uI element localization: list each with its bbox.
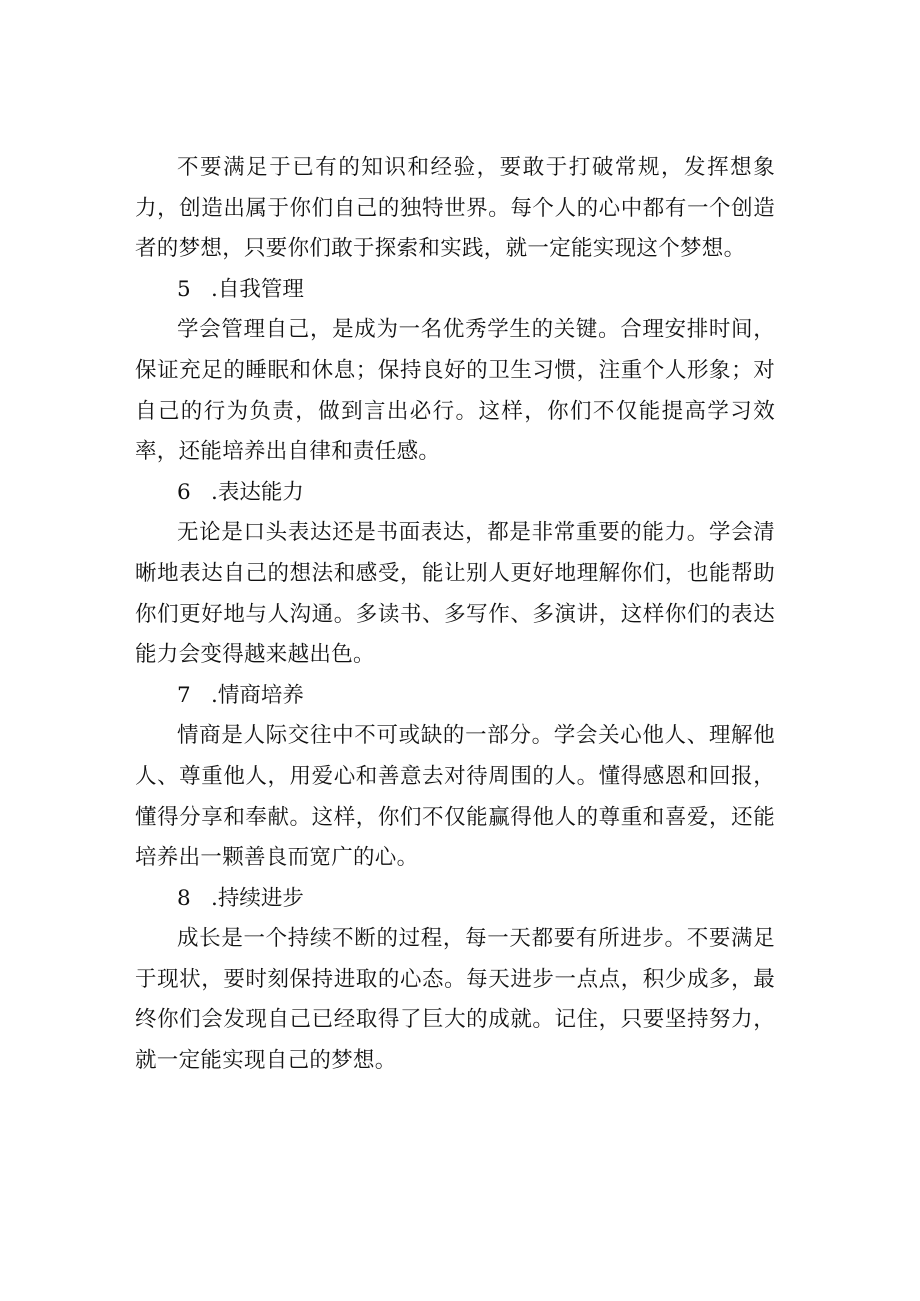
section-title: .自我管理	[211, 276, 304, 302]
section-5	[135, 270, 775, 473]
section-number: 8	[177, 885, 191, 911]
section-heading	[135, 270, 775, 311]
section-number: 5	[177, 276, 191, 302]
section-body: 成长是一个持续不断的过程，每一天都要有所进步。不要满足于现状，要时刻保持进取的心态。每天进步一点点，积少成多，最终你们会发现自己已经取得了巨大的成就。记住，只要坚持努力，就一定能实现自己的梦想。	[135, 926, 775, 1074]
section-8	[135, 879, 775, 1082]
document-page	[135, 148, 775, 1082]
section-title: .表达能力	[211, 479, 304, 505]
section-body: 情商是人际交往中不可或缺的一部分。学会关心他人、理解他人、尊重他人，用爱心和善意去对待周围的人。懂得感恩和回报，懂得分享和奉献。这样，你们不仅能赢得他人的尊重和喜爱，还能培养出一颗善良而宽广的心。	[135, 723, 775, 871]
section-heading	[135, 473, 775, 514]
section-heading	[135, 676, 775, 717]
section-heading	[135, 879, 775, 920]
section-6	[135, 473, 775, 676]
section-title: .持续进步	[211, 885, 304, 911]
section-7	[135, 676, 775, 879]
intro-paragraph: 不要满足于已有的知识和经验，要敢于打破常规，发挥想象力，创造出属于你们自己的独特世界。每个人的心中都有一个创造者的梦想，只要你们敢于探索和实践，就一定能实现这个梦想。	[135, 155, 775, 262]
section-body: 学会管理自己，是成为一名优秀学生的关键。合理安排时间，保证充足的睡眠和休息；保持良好的卫生习惯，注重个人形象；对自己的行为负责，做到言出必行。这样，你们不仅能提高学习效率，还能培养出自律和责任感。	[135, 317, 775, 465]
section-title: .情商培养	[211, 682, 304, 708]
section-number: 7	[177, 682, 191, 708]
section-body: 无论是口头表达还是书面表达，都是非常重要的能力。学会清晰地表达自己的想法和感受，能让别人更好地理解你们，也能帮助你们更好地与人沟通。多读书、多写作、多演讲，这样你们的表达能力会变得越来越出色。	[135, 520, 775, 668]
section-number: 6	[177, 479, 191, 505]
